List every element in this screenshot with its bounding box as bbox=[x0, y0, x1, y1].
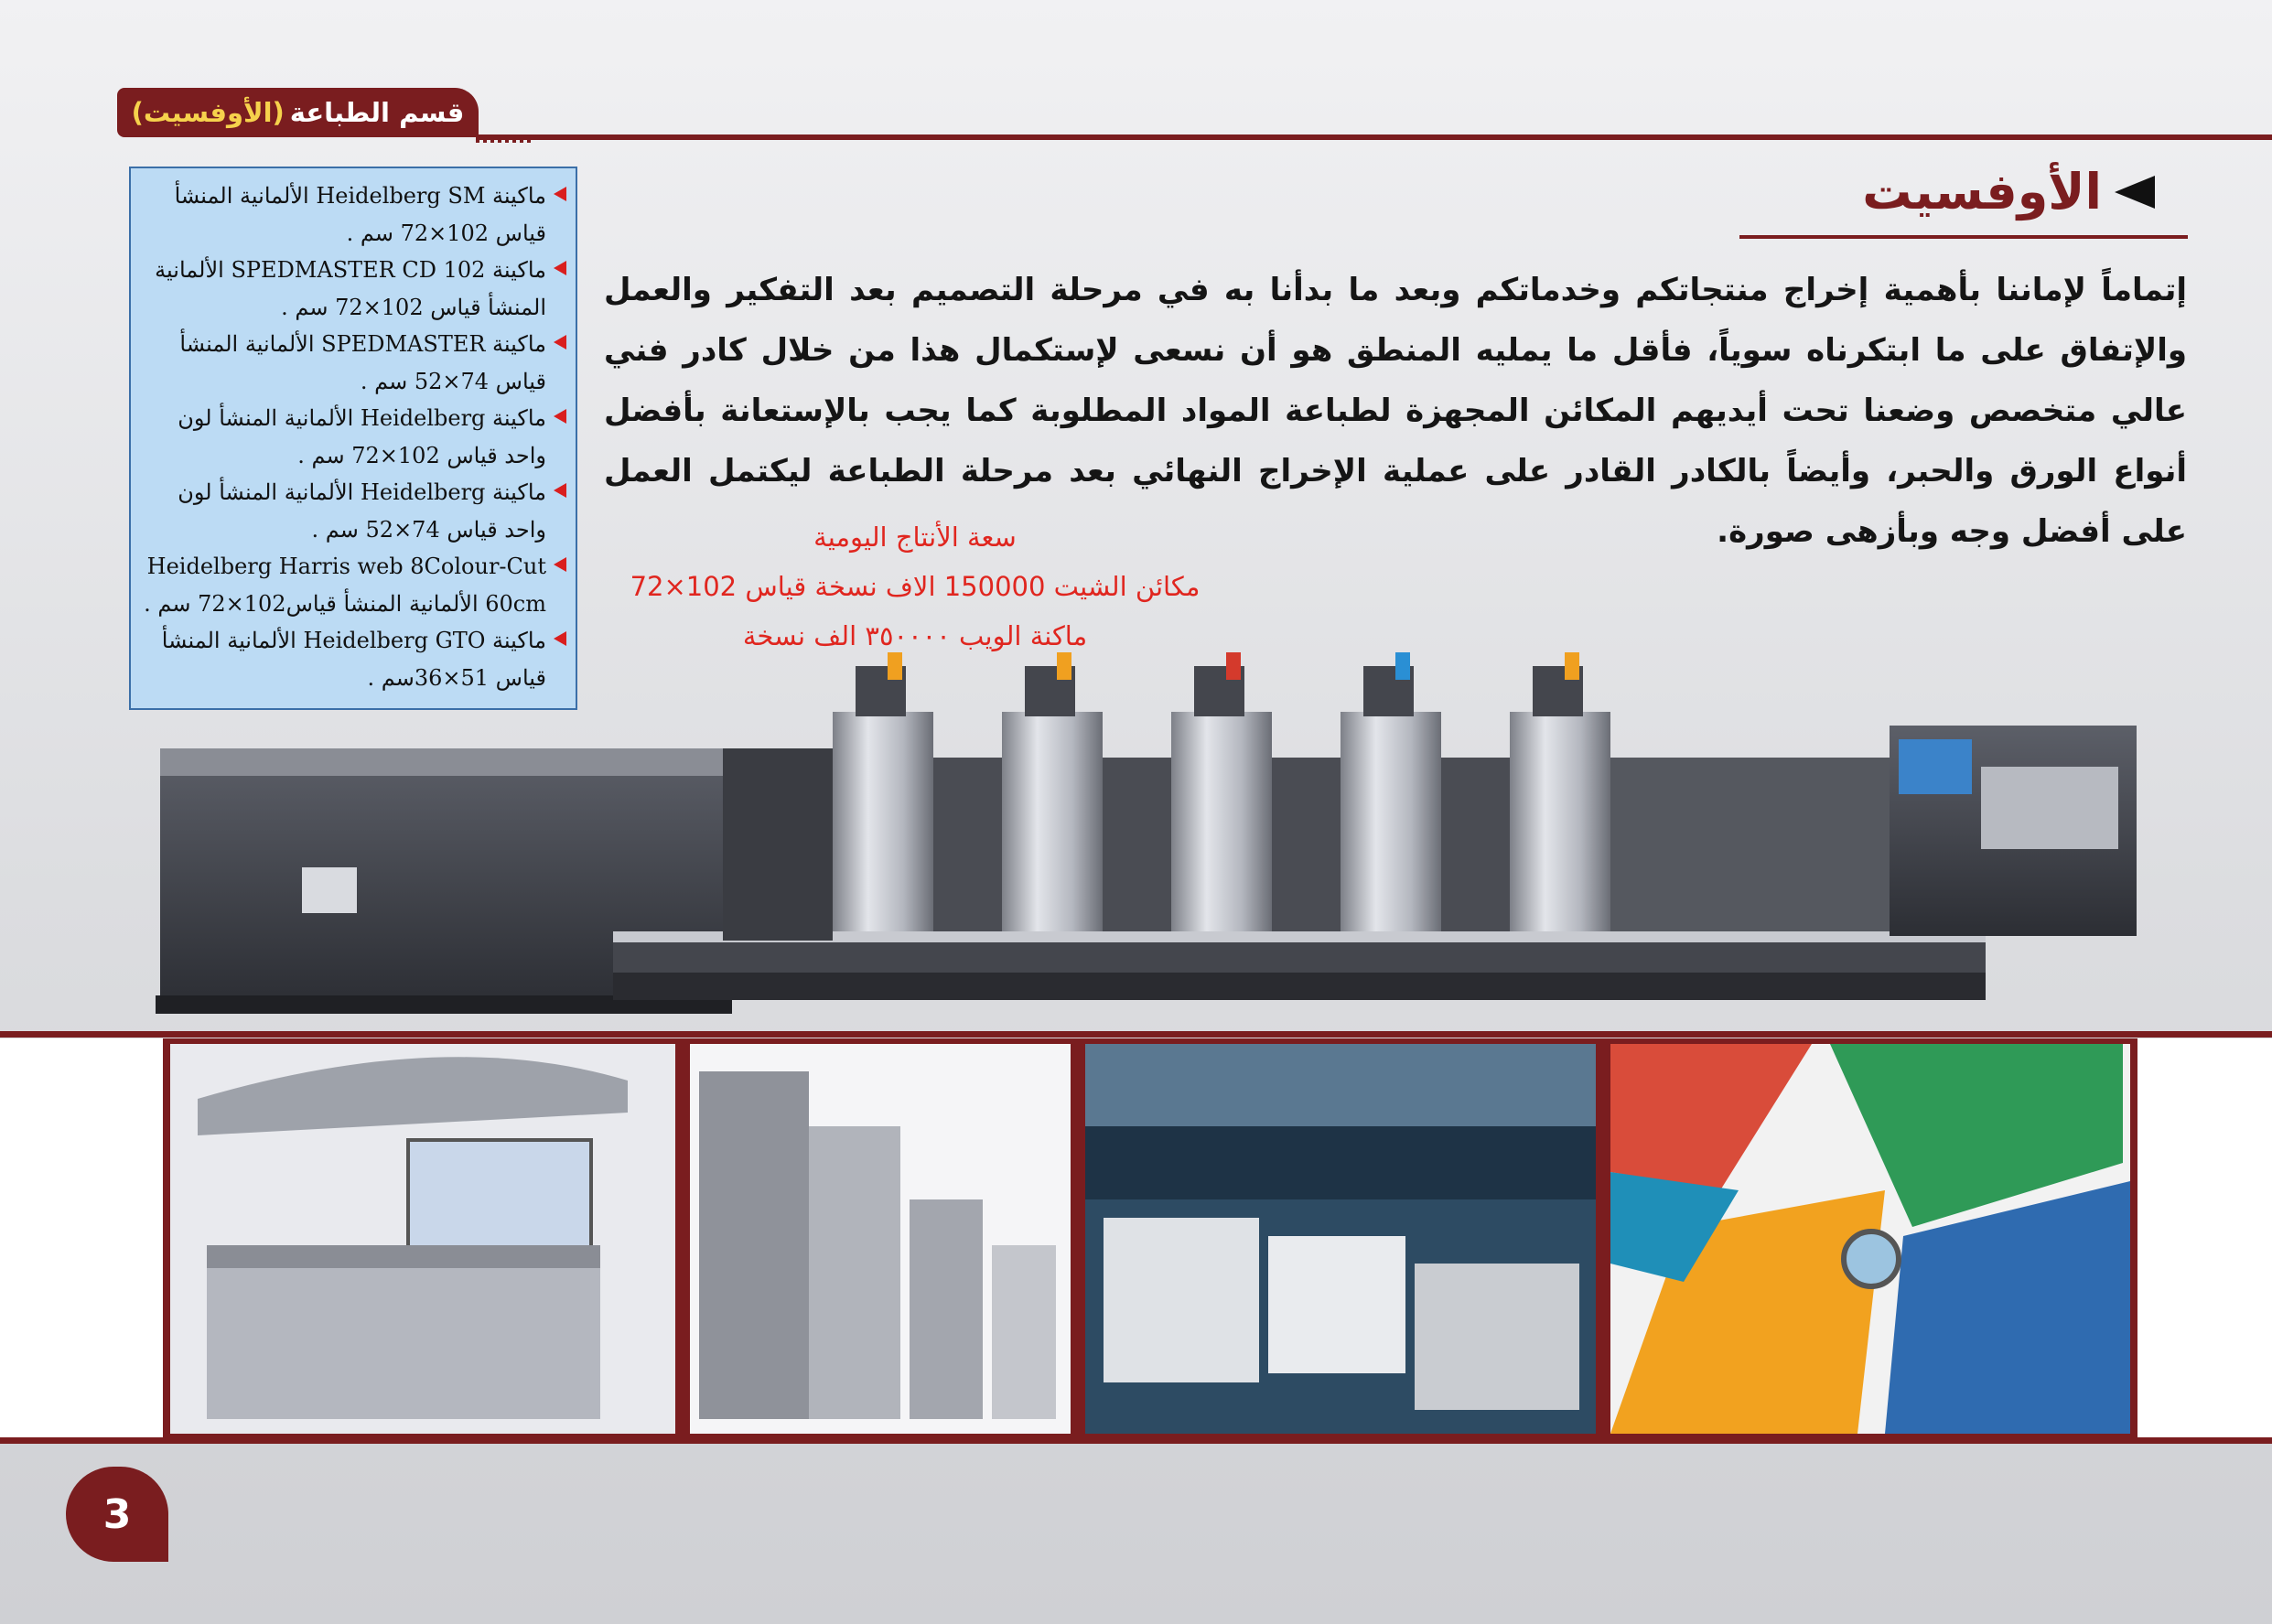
capacity-line-sheet: مكائن الشيت 150000 الاف نسخة قياس 102×72 bbox=[630, 571, 1201, 602]
machine-item bbox=[140, 177, 566, 252]
page-title bbox=[1862, 163, 2155, 220]
bullet-arrow-icon bbox=[554, 261, 566, 275]
header-dots bbox=[476, 135, 533, 143]
intro-paragraph: إتماماً لإماننا بأهمية إخراج منتجاتكم وخدماتكم وبعد ما بدأنا به في مرحلة التصميم بعد التفكير والعمل والإتفاق على ما ابتكرناه سوياً، فأقل ما يمليه المنطق هو أن نسعى لإستكمال هذا من خلال كادر فني عالي متخصص وضعنا تحت أيديهم المكائن المجهزة لطباعة المواد المطلوبة كما يجب بالإستعانة بأفضل أنواع الورق والحبر، وأيضاً بالكادر القادر على عملية الإخراج النهائي بعد مرحلة الطباعة ليكتمل العمل على أفضل وجه وبأزهى صورة. bbox=[604, 272, 2187, 550]
machine-item bbox=[140, 326, 566, 400]
bullet-arrow-icon bbox=[554, 483, 566, 498]
bullet-arrow-icon bbox=[554, 409, 566, 424]
machine-item-text: ماكينة SPEDMASTER الألمانية المنشأ قياس 74×52 سم . bbox=[179, 331, 546, 394]
title-text: الأوفسيت bbox=[1862, 163, 2102, 220]
bullet-arrow-icon bbox=[554, 335, 566, 350]
photo-color-calendar bbox=[1603, 1038, 2137, 1439]
bullet-arrow-icon bbox=[554, 187, 566, 201]
bullet-arrow-icon bbox=[554, 557, 566, 572]
machine-item-text: ماكينة SPEDMASTER CD 102 الألمانية المنشأ قياس 102×72 سم . bbox=[155, 257, 546, 320]
machine-item bbox=[140, 252, 566, 326]
title-underline bbox=[1739, 235, 2188, 239]
section-label: قسم الطباعة bbox=[289, 97, 465, 128]
capacity-block bbox=[586, 512, 1244, 661]
page-number-badge: 3 bbox=[66, 1467, 168, 1562]
capacity-line-web: ماكنة الويب ٣٥٠٠٠٠ الف نسخة bbox=[742, 620, 1088, 651]
machine-item-text: ماكينة Heidelberg GTO الألمانية المنشأ قياس 51×36سم . bbox=[161, 628, 546, 691]
machines-list-box bbox=[129, 167, 577, 710]
section-highlight: (الأوفسيت) bbox=[131, 97, 285, 128]
machine-item bbox=[140, 400, 566, 474]
machine-item bbox=[140, 474, 566, 548]
capacity-heading: سعة الأنتاج اليومية bbox=[813, 522, 1017, 553]
offset-press-image bbox=[156, 648, 2141, 1027]
title-arrow-icon bbox=[2115, 176, 2155, 209]
header-divider bbox=[476, 134, 2272, 140]
machine-item-text: ماكينة Heidelberg الألمانية المنشأ لون واحد قياس 102×72 سم . bbox=[178, 405, 546, 468]
photo-printing-units bbox=[683, 1038, 1078, 1439]
machine-item-text: ماكينة Heidelberg SM الألمانية المنشأ قياس 102×72 سم . bbox=[174, 183, 546, 246]
machine-item-text: ماكينة Heidelberg الألمانية المنشأ لون واحد قياس 74×52 سم . bbox=[178, 479, 546, 543]
machine-item bbox=[140, 548, 566, 622]
photo-console bbox=[163, 1038, 683, 1439]
band-top-divider bbox=[0, 1031, 2272, 1038]
section-tab bbox=[117, 88, 479, 137]
machine-item-text: Heidelberg Harris web 8Colour-Cut 60cm الألمانية المنشأ قياس102×72 سم . bbox=[144, 554, 546, 617]
photo-warehouse bbox=[1078, 1038, 1603, 1439]
bullet-arrow-icon bbox=[554, 631, 566, 646]
